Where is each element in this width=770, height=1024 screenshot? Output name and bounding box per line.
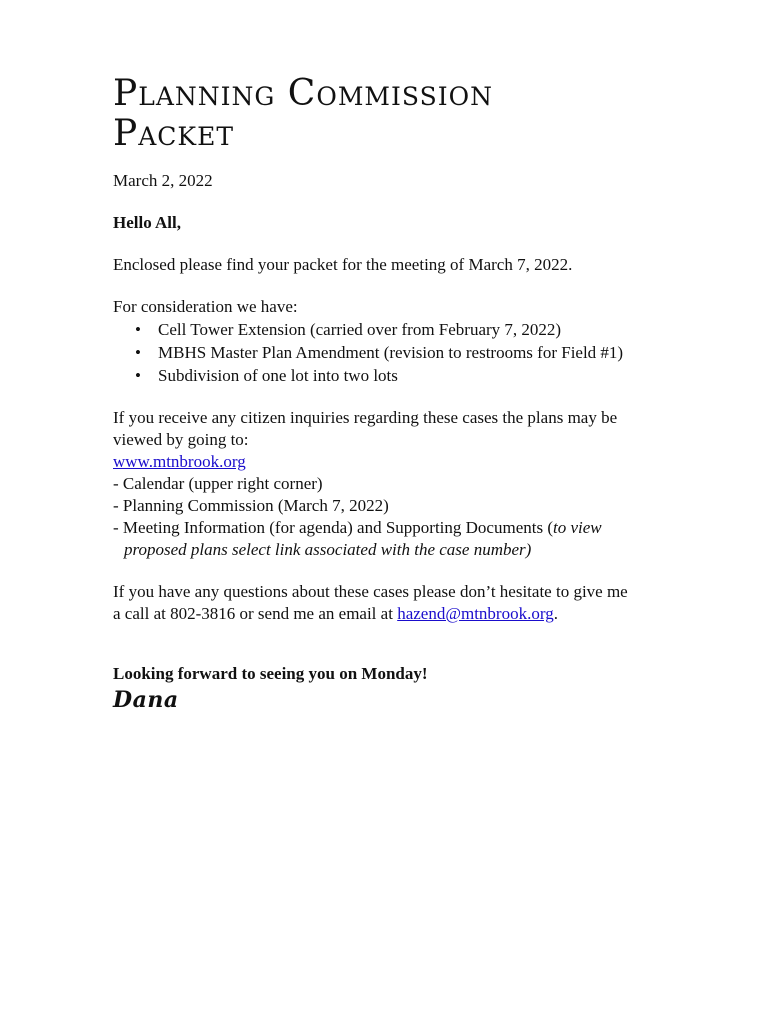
questions-line-1: If you have any questions about these cases please don’t hesitate to give me bbox=[113, 582, 628, 601]
list-item bbox=[113, 318, 673, 341]
signature: Dana bbox=[113, 687, 179, 713]
closing-line: Looking forward to seeing you on Monday! bbox=[113, 664, 428, 683]
questions-line-2 bbox=[113, 603, 673, 625]
inquiry-instructions bbox=[113, 407, 673, 561]
document-page bbox=[113, 74, 673, 713]
bullet-icon: • bbox=[135, 366, 141, 385]
step-calendar: - Calendar (upper right corner) bbox=[113, 474, 323, 493]
agenda-items-list bbox=[113, 318, 673, 387]
step-meeting-text: - Meeting Information (for agenda) and Supporting Documents ( bbox=[113, 518, 553, 537]
website-link-line bbox=[113, 451, 673, 473]
bullet-icon: • bbox=[135, 343, 141, 362]
list-item-text: Cell Tower Extension (carried over from February 7, 2022) bbox=[158, 320, 562, 339]
step-meeting-italic: to view bbox=[553, 518, 602, 537]
letter-date: March 2, 2022 bbox=[113, 171, 213, 190]
inquiry-line-1: If you receive any citizen inquiries regarding these cases the plans may be bbox=[113, 408, 618, 427]
step-meeting-italic-continued: proposed plans select link associated with the case number) bbox=[124, 540, 532, 559]
bullet-icon: • bbox=[135, 320, 141, 339]
questions-paragraph bbox=[113, 581, 673, 625]
email-link[interactable]: hazend@mtnbrook.org bbox=[397, 604, 554, 623]
greeting: Hello All, bbox=[113, 213, 181, 232]
consideration-intro: For consideration we have: bbox=[113, 297, 298, 316]
page-title bbox=[113, 74, 673, 154]
website-link[interactable]: www.mtnbrook.org bbox=[113, 452, 246, 471]
step-meeting-information bbox=[113, 517, 673, 539]
enclosed-statement: Enclosed please find your packet for the meeting of March 7, 2022. bbox=[113, 255, 573, 274]
list-item-text: MBHS Master Plan Amendment (revision to restrooms for Field #1) bbox=[158, 343, 624, 362]
step-planning-commission: - Planning Commission (March 7, 2022) bbox=[113, 496, 389, 515]
questions-period: . bbox=[553, 604, 558, 623]
list-item-text: Subdivision of one lot into two lots bbox=[158, 366, 398, 385]
title-line-1: Planning Commission bbox=[113, 73, 493, 114]
inquiry-line-2: viewed by going to: bbox=[113, 430, 249, 449]
questions-text: a call at 802-3816 or send me an email at bbox=[113, 604, 398, 623]
list-item bbox=[113, 364, 673, 387]
title-line-2: Packet bbox=[113, 113, 235, 154]
list-item bbox=[113, 341, 673, 364]
